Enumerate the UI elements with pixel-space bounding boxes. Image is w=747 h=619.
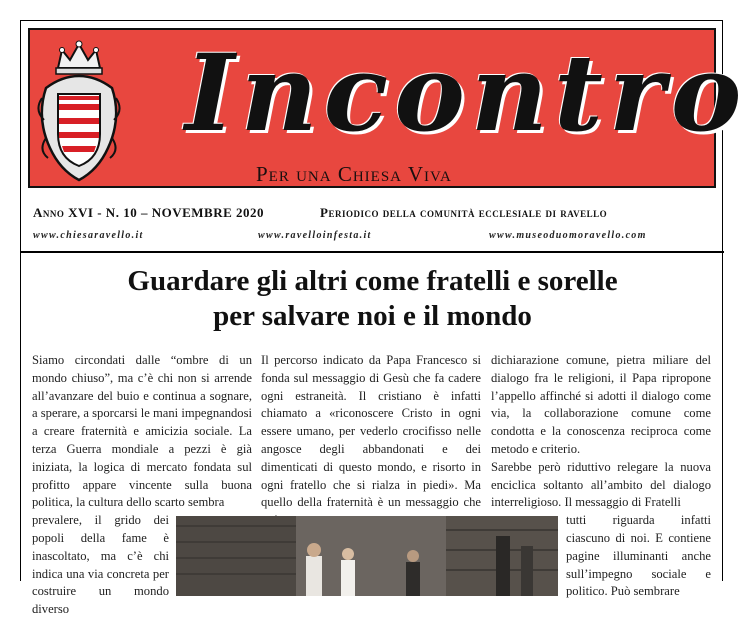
masthead-title: Incontro (185, 30, 747, 155)
column-3-paragraph-1: dichiarazione comune, pietra miliare del dialogo fra le religioni, il Papa ripropone l’appello affinché si adotti il dialogo come via, la collaborazione comune come condotta e la conoscenza reciproca come metodo e criterio. (491, 353, 711, 456)
header-divider (21, 251, 724, 253)
masthead-subtitle: Per una Chiesa Viva (256, 162, 452, 186)
issue-number: Anno XVI - N. 10 – NOVEMBRE 2020 (33, 205, 264, 220)
column-3-paragraph-2: Sarebbe però riduttivo relegare la nuova enciclica soltanto all’ambito del dialogo interreligioso. Il messaggio di Fratelli (491, 459, 711, 510)
headline-line-2: per salvare noi e il mondo (213, 300, 532, 332)
issue-line (33, 204, 713, 222)
article-column-2 (261, 352, 481, 530)
website-links (33, 228, 713, 244)
link-museoduomoravello[interactable]: www.museoduomoravello.com (489, 230, 647, 241)
article-headline (21, 264, 724, 334)
coat-of-arms-icon (36, 38, 122, 184)
masthead (28, 28, 747, 188)
column-1-text: Siamo circondati dalle “ombre di un mondo chiuso”, ma c’è chi non si arrende all’avanzare del buio e continua a sognare, a sperare, a sporcarsi le mani impegnandosi a creare fraternità e amicizia sociale. La terza Guerra mondiale a pezzi è già iniziata, la logica di mercato fondata sul profitto appare vincente sulla buona politica, la cultura dello scarto sembra (32, 353, 252, 510)
column-1-text-wrap: prevalere, il grido dei popoli della fame è inascoltato, ma c’è chi indica una via concreta per costruire un mondo diverso (32, 513, 169, 617)
link-chiesaravello[interactable]: www.chiesaravello.it (33, 230, 144, 241)
periodical-description: Periodico della comunità ecclesiale di ravello (320, 205, 608, 220)
column-3-text-wrap: tutti riguarda infatti ciascuno di noi. E contiene pagine illuminanti anche sull’impegno sociale e politico. Può sembrare (566, 513, 711, 599)
newspaper-page (20, 20, 747, 617)
headline-line-1: Guardare gli altri come fratelli e sorelle (127, 265, 618, 297)
photo-scene-icon (176, 516, 558, 596)
article-photo (176, 516, 558, 596)
link-ravelloinfesta[interactable]: www.ravelloinfesta.it (258, 230, 372, 241)
column-2-text: Il percorso indicato da Papa Francesco si fonda sul messaggio di Gesù che fa cadere ogni estraneità. Il cristiano è infatti chiamato a «riconoscere Cristo in ogni essere umano, per vederlo crocifisso nelle angosce degli abbandonati e dei dimenticati di questo mondo, e risorto in ogni fratello che si rialza in piedi». Ma quello della fraternità è un messaggio che (261, 353, 481, 510)
